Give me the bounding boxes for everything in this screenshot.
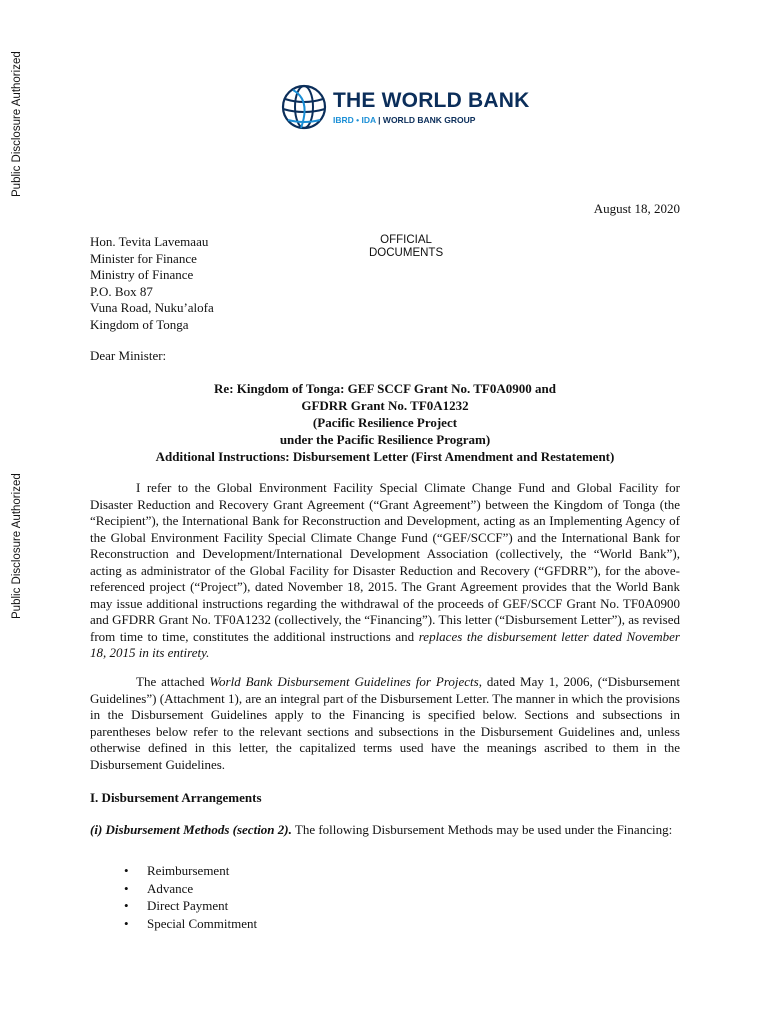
section-heading: I. Disbursement Arrangements	[90, 790, 262, 805]
side-disclosure-label-top: Public Disclosure Authorized	[11, 51, 23, 197]
address-line: Hon. Tevita Lavemaau	[90, 234, 209, 249]
logo-title: THE WORLD BANK	[333, 88, 530, 112]
paragraph-methods	[90, 822, 680, 839]
list-item: • Reimbursement	[124, 862, 257, 880]
paragraph-intro-italic: replaces the disbursement letter dated November 18, 2015 in its entirety.	[90, 628, 680, 660]
globe-logo-icon	[281, 84, 327, 130]
address-line: Vuna Road, Nuku’alofa	[90, 300, 214, 315]
methods-list	[124, 862, 257, 932]
paragraph-guidelines	[90, 674, 680, 773]
recipient-address	[90, 234, 214, 333]
subject-line: GFDRR Grant No. TF0A1232	[301, 398, 469, 413]
subject-line: Additional Instructions: Disbursement Letter (First Amendment and Restatement)	[155, 449, 615, 464]
salutation: Dear Minister:	[90, 348, 167, 363]
logo-sub-ibrd: IBRD • IDA	[333, 114, 376, 125]
list-item: • Advance	[124, 880, 257, 898]
logo-sub-group: WORLD BANK GROUP	[382, 114, 476, 125]
methods-subheading: (i) Disbursement Methods (section 2).	[90, 822, 292, 837]
subject-line: (Pacific Resilience Project	[312, 415, 458, 430]
letter-date: August 18, 2020	[593, 201, 680, 216]
stamp-line-2: DOCUMENTS	[369, 247, 444, 259]
logo-subtitle	[333, 115, 529, 125]
paragraph-methods-text: The following Disbursement Methods may be used under the Financing:	[291, 822, 673, 837]
address-line: P.O. Box 87	[90, 283, 153, 299]
side-disclosure-label-middle: Public Disclosure Authorized	[11, 473, 23, 619]
subject-line: under the Pacific Resilience Program)	[279, 432, 491, 447]
logo-sub-separator: |	[375, 114, 383, 125]
list-item: • Special Commitment	[124, 915, 257, 933]
stamp-line-1: OFFICIAL	[380, 234, 432, 246]
paragraph-guidelines-post: , dated May 1, 2006, (“Disbursement Guidelines”) (Attachment 1), are an integral part of the Disbursement Letter. The manner in which the provisions in the Disbursement Guidelines apply to the Financing is specified below. Sections and subsections in parentheses below refer to the relevant sections and subsections in the Disbursement Guidelines and, unless otherwise defined in this letter, the capitalized terms used have the meanings ascribed to them in the Disbursement Guidelines.	[90, 674, 681, 772]
address-line: Ministry of Finance	[90, 267, 194, 282]
paragraph-guidelines-pre: The attached	[136, 674, 210, 689]
list-item: • Direct Payment	[124, 897, 257, 915]
paragraph-intro-text: I refer to the Global Environment Facility Special Climate Change Fund and Global Facility for Disaster Reduction and Recovery Grant Agreement (“Grant Agreement”) between the Kingdom of Tonga (the “Recipient”), the International Bank for Reconstruction and Development, acting as an Implementing Agency of the Global Environment Facility Special Climate Change Fund (“GEF/SCCF”) and the International Bank for Reconstruction and Development/International Development Association (collectively, the “World Bank”), acting as administrator of the Global Facility for Disaster Reduction and Recovery (“GFDRR”), for the above-referenced project (“Project”), dated November 18, 2015. The Grant Agreement provides that the World Bank may issue additional instructions regarding the withdrawal of the proceeds of GEF/SCCF Grant No. TF0A0900 and GFDRR Grant No. TF0A1232 (collectively, the “Financing”). This letter (“Disbursement Letter”), as revised from time to time, constitutes the additional instructions and	[90, 480, 680, 644]
subject-line: Re: Kingdom of Tonga: GEF SCCF Grant No. TF0A0900 and	[214, 381, 556, 396]
paragraph-intro	[90, 480, 680, 662]
address-line: Minister for Finance	[90, 250, 197, 266]
subject-block	[90, 380, 680, 465]
official-documents-stamp	[369, 234, 443, 260]
world-bank-logo	[281, 84, 529, 130]
address-line: Kingdom of Tonga	[90, 316, 189, 332]
guidelines-title: World Bank Disbursement Guidelines for Projects	[209, 674, 479, 689]
